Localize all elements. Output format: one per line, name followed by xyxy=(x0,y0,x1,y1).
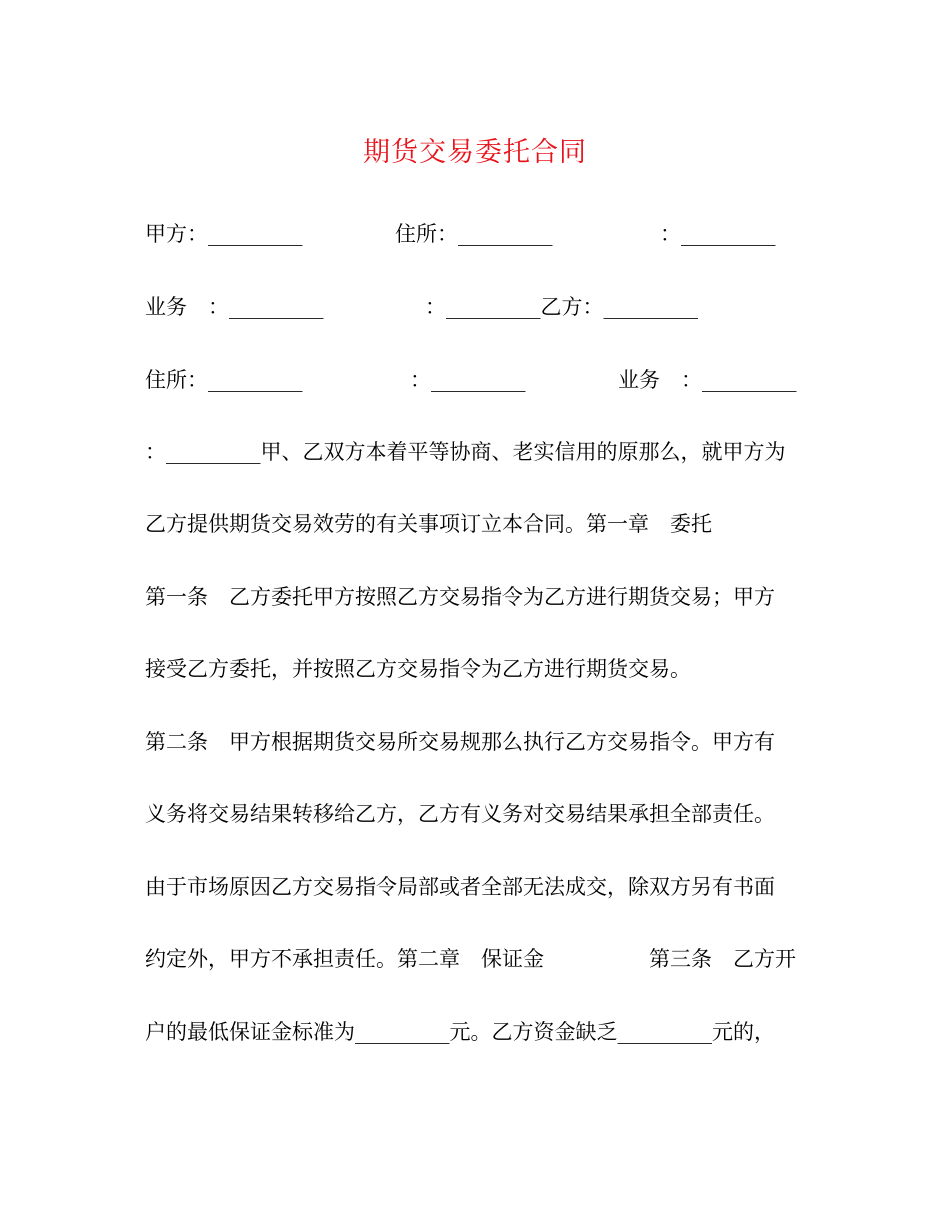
body-line: 第二条 甲方根据期货交易所交易规那么执行乙方交易指令。甲方有 xyxy=(145,730,775,754)
party-a-field: 甲方：_________ xyxy=(145,222,303,246)
party-a-business-field: 业务 ：_________ xyxy=(145,295,324,319)
body-line: 户的最低保证金标准为_________元。乙方资金缺乏_________元的， xyxy=(145,1020,775,1044)
body-line: 义务将交易结果转移给乙方，乙方有义务对交易结果承担全部责任。 xyxy=(145,802,775,826)
party-a-address-field: 住所：_________ xyxy=(395,222,553,246)
party-b-address-field: 住所：_________ xyxy=(145,368,303,392)
body-line: 约定外，甲方不承担责任。第二章 保证金 第三条 乙方开 xyxy=(145,947,796,971)
document-title: 期货交易委托合同 xyxy=(363,137,587,168)
body-line: ：_________甲、乙双方本着平等协商、老实信用的原那么，就甲方为 xyxy=(145,440,786,464)
body-line: 第一条 乙方委托甲方按照乙方交易指令为乙方进行期货交易；甲方 xyxy=(145,585,775,609)
party-b-blank-field: ：_________ xyxy=(410,368,526,392)
body-line: 由于市场原因乙方交易指令局部或者全部无法成交，除双方另有书面 xyxy=(145,875,775,899)
body-line: 接受乙方委托，并按照乙方交易指令为乙方进行期货交易。 xyxy=(145,657,691,681)
party-b-field: ：_________乙方：_________ xyxy=(425,295,698,319)
party-b-business-field: 业务 ：_________ xyxy=(618,368,797,392)
party-a-blank-field: ：_________ xyxy=(660,222,776,246)
body-line: 乙方提供期货交易效劳的有关事项订立本合同。第一章 委托 xyxy=(145,512,712,536)
